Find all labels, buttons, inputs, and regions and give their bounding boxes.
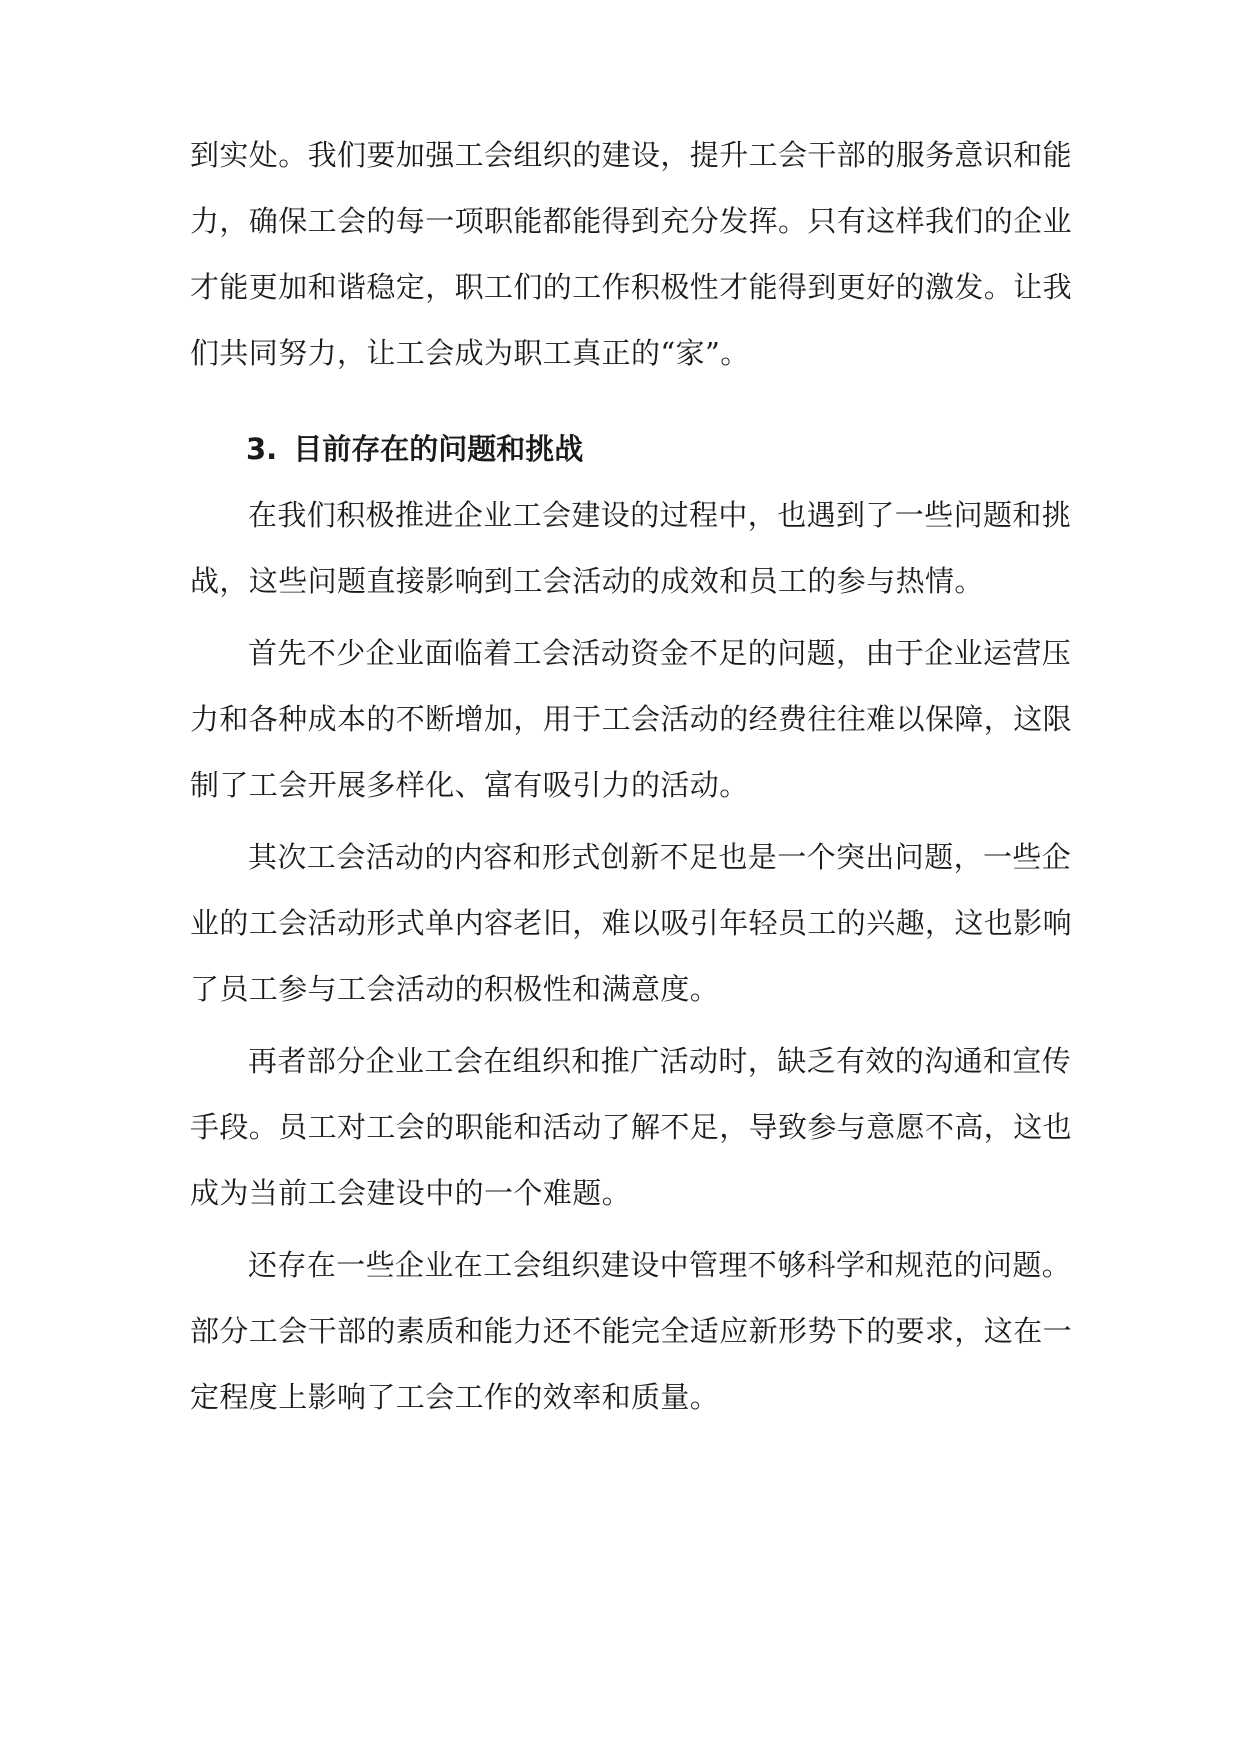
paragraph-line: 其次工会活动的内容和形式创新不足也是一个突出问题，一些企: [248, 840, 1072, 874]
paragraph-line: 了员工参与工会活动的积极性和满意度。: [190, 972, 720, 1006]
paragraph-line: 定程度上影响了工会工作的效率和质量。: [190, 1380, 720, 1414]
paragraph-line: 力和各种成本的不断增加，用于工会活动的经费往往难以保障，这限: [190, 702, 1073, 736]
section-number: 3.: [246, 432, 278, 466]
paragraph-line: 业的工会活动形式单内容老旧，难以吸引年轻员工的兴趣，这也影响: [190, 906, 1073, 940]
section-title: 目前存在的问题和挑战: [293, 432, 584, 466]
paragraph-line: 力，确保工会的每一项职能都能得到充分发挥。只有这样我们的企业: [190, 204, 1073, 238]
paragraph-line: 手段。员工对工会的职能和活动了解不足，导致参与意愿不高，这也: [190, 1110, 1073, 1144]
paragraph-line: 战，这些问题直接影响到工会活动的成效和员工的参与热情。: [190, 564, 984, 598]
paragraph-line: 到实处。我们要加强工会组织的建设，提升工会干部的服务意识和能: [190, 138, 1073, 172]
paragraph-line: 再者部分企业工会在组织和推广活动时，缺乏有效的沟通和宣传: [248, 1044, 1072, 1078]
section-heading: [246, 429, 946, 469]
paragraph-line: 部分工会干部的素质和能力还不能完全适应新形势下的要求，这在一: [190, 1314, 1073, 1348]
paragraph-line: 才能更加和谐稳定，职工们的工作积极性才能得到更好的激发。让我: [190, 270, 1073, 304]
paragraph-line: 在我们积极推进企业工会建设的过程中，也遇到了一些问题和挑: [248, 498, 1072, 532]
paragraph-line: 成为当前工会建设中的一个难题。: [190, 1176, 632, 1210]
paragraph-line: 制了工会开展多样化、富有吸引力的活动。: [190, 768, 749, 802]
paragraph-line: 首先不少企业面临着工会活动资金不足的问题，由于企业运营压: [248, 636, 1072, 670]
paragraph-line: 还存在一些企业在工会组织建设中管理不够科学和规范的问题。: [248, 1248, 1072, 1282]
paragraph-line: 们共同努力，让工会成为职工真正的“家”。: [190, 336, 750, 370]
